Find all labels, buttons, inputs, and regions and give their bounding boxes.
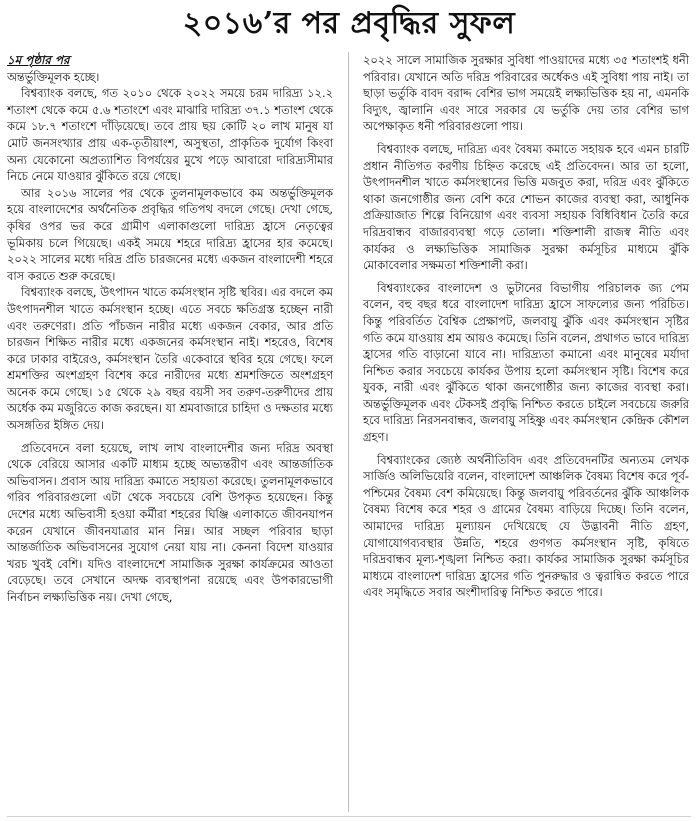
right-column (363, 52, 689, 601)
left-paragraph-1: অন্তর্ভুক্তিমূলক হচ্ছে। (7, 69, 100, 84)
right-paragraph-3: বিশ্বব্যাংকের বাংলাদেশ ও ভুটানের বিভাগীয় পরিচালক জ্য পেম বলেন, বহু বছর ধরে বাংলাদেশ দারিদ্র্য হ্রাসে সাফল্যের জন্য পরিচিত। কিন্তু পরিবর্তিত বৈশ্বিক প্রেক্ষাপট, জলবায়ু ঝুঁকি এবং কর্মসংস্থান সৃষ্টির গতি কমে যাওয়ায় শ্রম আয়ও কমেছে। তিনি বলেন, প্রথাগত ভাবে দারিদ্র্য হ্রাসের গতি বাড়ানো যাবে না। দারিদ্র্যতা কমানো এবং মানুষের মর্যাদা নিশ্চিত করার সবচেয়ে কার্যকর উপায় হলো কর্মসংস্থান সৃষ্টি। বিশেষ করে যুবক, নারী এবং ঝুঁকিতে থাকা জনগোষ্ঠীর জন্য কাজের ব্যবস্থা করা। অন্তর্ভুক্তিমূলক এবং টেকসই প্রবৃদ্ধি নিশ্চিত করতে চাইলে সবচেয়ে জরুরি হবে দারিদ্র্য নিরসনবান্ধব, জলবায়ু সহিষ্ণু এবং কর্মসংস্থান কেন্দ্রিক কৌশল গ্রহণ। (363, 280, 690, 445)
right-paragraph-2: বিশ্বব্যাংক বলছে, দারিদ্র্য এবং বৈষম্য কমাতে সহায়ক হবে এমন চারটি প্রধান নীতিগত করণীয় চিহ্নিত করেছে এই প্রতিবেদন। আর তা হলো, উৎপাদনশীল খাতে কর্মসংস্থানের ভিত্তি মজবুত করা, দরিদ্র এবং ঝুঁকিতে থাকা জনগোষ্ঠীর জন্য বেশি করে শোভন কাজের ব্যবস্থা করা, আধুনিক প্রক্রিয়াজাত শিল্পে বিনিয়োগ এবং ব্যবসা সহায়ক বিধিবিধান তৈরি করে দরিদ্রবান্ধব বাজারব্যবস্থা গড়ে তোলা। শক্তিশালী রাজস্ব নীতি এবং কার্যকর ও লক্ষ্যভিত্তিক সামাজিক সুরক্ষা কর্মসূচির মাধ্যমে ঝুঁকি মোকাবেলার সক্ষমতা শক্তিশালী করা। (363, 141, 689, 273)
right-paragraph-1: ২০২২ সালে সামাজিক সুরক্ষার সুবিধা পাওয়াদের মধ্যে ৩৫ শতাংশই ধনী পরিবার। যেখানে অতি দরিদ্র পরিবারের অর্ধেকও এই সুবিধা পায় নাই। তা ছাড়া ভর্তুকি বাবদ বরাদ্দ বেশির ভাগ সময়েই লক্ষ্যভিত্তিক হয় না, এমনকি বিদ্যুৎ, জ্বালানি এবং সারে সরকার যে ভর্তুকি দেয় তার বেশির ভাগ অপেক্ষাকৃত ধনী পরিবারগুলো পায়। (363, 53, 689, 134)
continued-from-label: ১ম পৃষ্ঠার পর (7, 53, 70, 67)
bottom-rule (7, 816, 691, 817)
left-paragraph-4: বিশ্বব্যাংক বলছে, উৎপাদন খাতে কর্মসংস্থান সৃষ্টি স্থবির। এর বদলে কম উৎপাদনশীল খাতে কর্মসংস্থান হচ্ছে। এতে সবচে ক্ষতিগ্রস্ত হচ্ছেন নারী এবং তরুণেরা। প্রতি পাঁচজন নারীর মধ্যে একজন বেকার, আর প্রতি চারজন শিক্ষিত নারীর মধ্যে একজনের কর্মসংস্থান নাই। শহরেও, বিশেষ করে ঢাকার বাইরেও, কর্মসংস্থান তৈরি একেবারে স্থবির হয়ে গেছে। ফলে শ্রমশক্তির অংশগ্রহণ বিশেষ করে নারীদের মধ্যে শ্রমশক্তিতে অংশগ্রহণ অনেক কমে গেছে। ১৫ থেকে ২৯ বছর বয়সী সব তরুণ-তরুণীদের প্রায় অর্ধেক কম মজুরিতে কাজ করছেন। যা শ্রমবাজারে চাহিদা ও দক্ষতার মধ্যে অসঙ্গতির ইঙ্গিত দেয়। (7, 285, 333, 433)
left-paragraph-5: প্রতিবেদনে বলা হয়েছে, লাখ লাখ বাংলাদেশীর জন্য দরিদ্র অবস্থা থেকে বেরিয়ে আসার একটি মাধ্যম হচ্ছে অভ্যন্তরীণ এবং আন্তর্জাতিক অভিবাসন। প্রবাস আয় দারিদ্র্য কমাতে সহায়তা করেছে। তুলনামূলকভাবে গরিব পরিবারগুলো এটা থেকে সবচেয়ে বেশি উপকৃত হয়েছেন। কিন্তু দেশের মধ্যে অভিবাসী হওয়া কর্মীরা শহরের ঘিঞ্জি এলাকাতে জীবনযাপন করেন যেখানে জীবনযাত্রার মান নিম্ন। আর সচ্ছল পরিবার ছাড়া আন্তর্জাতিক অভিবাসনের সুযোগ নেয়া যায় না। কেননা বিদেশ যাওয়ার খরচ খুবই বেশি। যদিও বাংলাদেশে সামাজিক সুরক্ষা কার্যক্রমের আওতা বেড়েছে। তবে সেখানে অদক্ষ ব্যবস্থাপনা রয়েছে এবং উপকারভোগী নির্বাচন লক্ষ্যভিত্তিক নয়। দেখা গেছে, (7, 440, 333, 604)
left-paragraph-3: আর ২০১৬ সালের পর থেকে তুলনামূলকভাবে কম অন্তর্ভুক্তিমূলক হয়ে বাংলাদেশের অর্থনৈতিক প্রবৃদ্ধির গতিপথ বদলে গেছে। দেখা গেছে, কৃষির ওপর ভর করে গ্রামীণ এলাকাগুলো দারিদ্র্য হ্রাসে নেতৃত্বের ভূমিকায় চলে গিয়েছে। একই সময়ে শহরে দারিদ্র্য হ্রাসের হার কমেছে। ২০২২ সালের মধ্যে দরিদ্র প্রতি চারজনের মধ্যে একজন বাংলাদেশী শহরে বাস করতে শুরু করেছে। (7, 185, 333, 283)
left-paragraph-2: বিশ্বব্যাংক বলছে, গত ২০১০ থেকে ২০২২ সময়ে চরম দারিদ্র্য ১২.২ শতাংশ থেকে কমে ৫.৬ শতাংশে এবং মাঝারি দারিদ্র্য ৩৭.১ শতাংশ থেকে কমে ১৮.৭ শতাংশে দাঁড়িয়েছে। তবে প্রায় ছয় কোটি ২০ লাখ মানুষ যা মোট জনসংখ্যার প্রায় এক-তৃতীয়াংশ, অসুস্থতা, প্রাকৃতিক দুর্যোগ কিংবা অন্য যেকোনো অপ্রত্যাশিত বিপর্যয়ের মুখে পড়ে আবারো দারিদ্র্যসীমার নিচে নেমে যাওয়ার ঝুঁকিতে রয়ে গেছে। (7, 86, 333, 184)
left-column (7, 52, 333, 606)
right-paragraph-4: বিশ্বব্যাংকের জ্যেষ্ঠ অর্থনীতিবিদ এবং প্রতিবেদনটির অন্যতম লেখক সার্জিও অলিভিয়েরি বলেন, বাংলাদেশ আঞ্চলিক বৈষম্য বিশেষ করে পূর্ব-পশ্চিমের বৈষম্য বেশ কমিয়েছে। কিন্তু জলবায়ু পরিবর্তনের ঝুঁকি আঞ্চলিক বৈষম্য বিশেষ করে শহর ও গ্রামের বৈষম্য বাড়িয়ে দিচ্ছে। তিনি বলেন, আমাদের দারিদ্র্য মূল্যায়ন দেখিয়েছে যে উদ্ভাবনী নীতি গ্রহণ, যোগাযোগব্যবস্থার উন্নতি, শহরে গুণগত কর্মসংস্থান সৃষ্টি, কৃষিতে দরিদ্রবান্ধব মূল্য-শৃঙ্খলা নিশ্চিত করা। কার্যকর সামাজিক সুরক্ষা কর্মসূচির মাধ্যমে বাংলাদেশ দারিদ্র্য হ্রাসের গতি পুনরুদ্ধার ও ত্বরান্বিত করতে পারে এবং সমৃদ্ধিতে সবার অংশীদারিত্ব নিশ্চিত করতে পারে। (363, 452, 689, 600)
article-headline: ২০১৬’র পর প্রবৃদ্ধির সুফল (182, 6, 516, 41)
column-divider (348, 52, 349, 812)
